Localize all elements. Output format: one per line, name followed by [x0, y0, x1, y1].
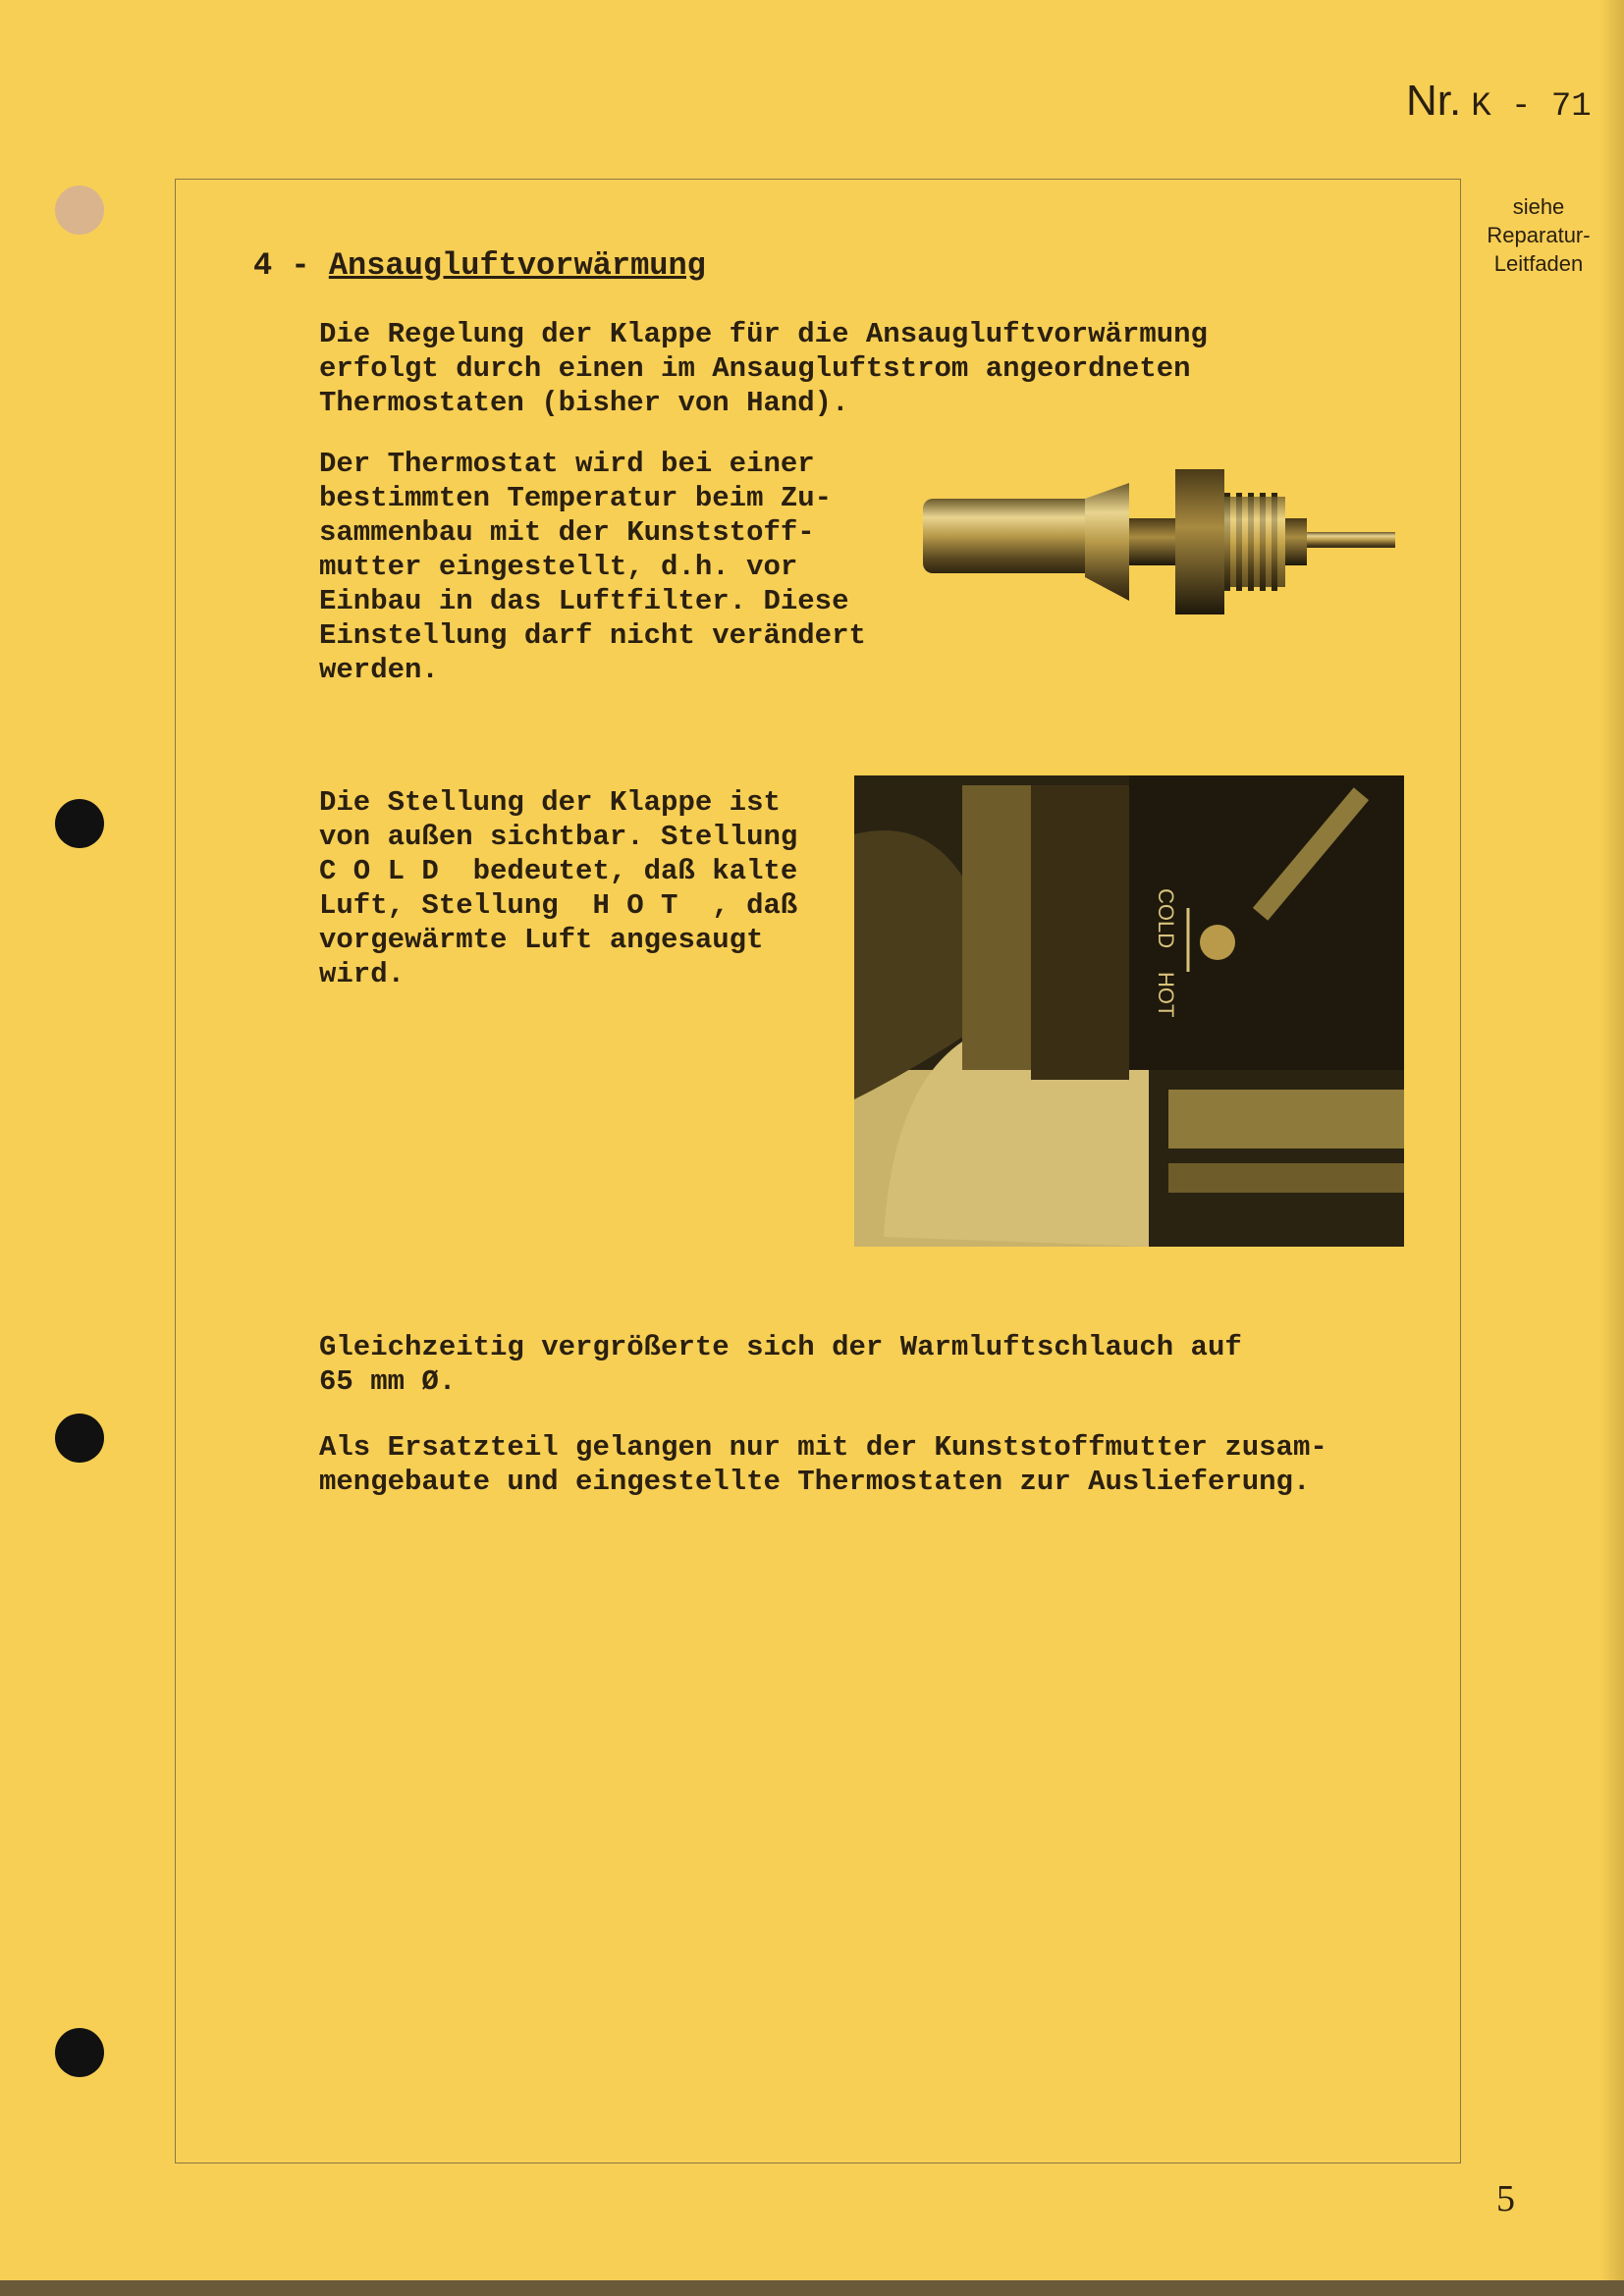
- section-number: 4 -: [253, 247, 310, 284]
- paragraph-warmluftschlauch: Gleichzeitig vergrößerte sich der Warmluftschlauch auf 65 mm Ø.: [319, 1331, 1242, 1398]
- page-edge-shadow: [1600, 0, 1624, 2296]
- side-note-line-1: siehe: [1512, 194, 1565, 219]
- paragraph-regelung: Die Regelung der Klappe für die Ansaugluftvorwärmung erfolgt durch einen im Ansaugluftstrom angeordneten Thermostaten (bisher von Hand).: [319, 318, 1208, 419]
- punch-hole-3: [55, 1414, 104, 1463]
- side-note: [1475, 192, 1602, 278]
- punch-hole-2: [55, 799, 104, 848]
- flap-position-photo: [854, 775, 1404, 1247]
- hot-label: HOT: [1154, 972, 1178, 1018]
- nr-label: Nr.: [1406, 77, 1462, 125]
- document-number: [1406, 77, 1592, 126]
- doc-code: K - 71: [1471, 88, 1592, 126]
- side-note-line-3: Leitfaden: [1493, 251, 1584, 276]
- paragraph-thermostat: Der Thermostat wird bei einer bestimmten Temperatur beim Zu- sammenbau mit der Kunststoff- mutter eingestellt, d.h. vor Einbau in das Luftfilter. Diese Einstellung darf nicht verändert werden.: [319, 448, 866, 686]
- section-heading: [253, 247, 706, 284]
- punch-hole-4: [55, 2028, 104, 2077]
- side-note-line-2: Reparatur-: [1487, 223, 1591, 247]
- paragraph-stellung: Die Stellung der Klappe ist von außen sichtbar. Stellung C O L D bedeutet, daß kalte Luft, Stellung H O T , daß vorgewärmte Luft angesaugt wird.: [319, 786, 798, 990]
- page-bottom-edge: [0, 2280, 1624, 2296]
- flap-illustration: [854, 775, 1404, 1247]
- paragraph-ersatzteil: Als Ersatzteil gelangen nur mit der Kunststoffmutter zusam- mengebaute und eingestellte Thermostaten zur Auslieferung.: [319, 1431, 1327, 1498]
- punch-hole-1: [55, 186, 104, 235]
- cold-label: COLD: [1154, 888, 1178, 949]
- page-number: 5: [1496, 2178, 1515, 2219]
- thermostat-photo: [918, 461, 1404, 658]
- section-title: Ansaugluftvorwärmung: [328, 247, 706, 284]
- thermostat-illustration: [918, 461, 1404, 658]
